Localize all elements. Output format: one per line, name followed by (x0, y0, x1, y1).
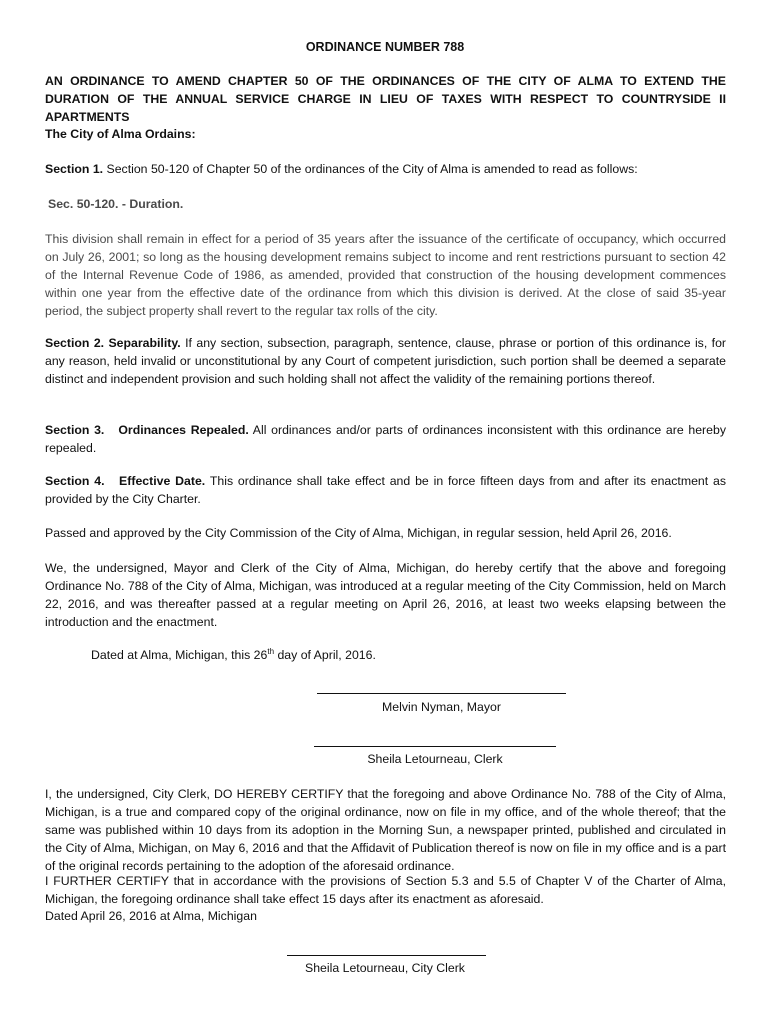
section-1 (45, 160, 726, 178)
section-1-text: Section 50-120 of Chapter 50 of the ordinances of the City of Alma is amended to read as follows: (103, 162, 638, 176)
clerk-signature-line (314, 746, 556, 747)
clerk-certification: I, the undersigned, City Clerk, DO HEREBY CERTIFY that the foregoing and above Ordinance No. 788 of the City of Alma, Michigan, is a true and compared copy of the original ordinance, now on file in my office, and of the whole thereof; that the same was published within 10 days from its adoption in the Morning Sun, a newspaper printed, published and circulated in the City of Alma, Michigan, on May 6, 2016 and that the Affidavit of Publication thereof is now on file in my office and is a part of the original records pertaining to the adoption of the aforesaid ordinance. (45, 787, 726, 873)
section-2-text: If any section, subsection, paragraph, sentence, clause, phrase or portion of this ordinance is, for any reason, held invalid or unconstitutional by any Court of competent jurisdiction, such portion shall be deemed a separate distinct and independent provision and such holding shall not affect the validity of the remaining portions thereof. (45, 336, 727, 386)
section-4 (45, 472, 726, 508)
mayor-signature-line (317, 693, 566, 694)
ordains-heading: The City of Alma Ordains: (45, 127, 196, 141)
dated-ordinal: th (267, 646, 275, 656)
clerk-dated: Dated April 26, 2016 at Alma, Michigan (45, 909, 257, 923)
section-4-text: This ordinance shall take effect and be in force fifteen days from and after its enactment as provided by the City Charter. (45, 474, 726, 506)
clerk-further-certification: I FURTHER CERTIFY that in accordance with the provisions of Section 5.3 and 5.5 of Chapter V of the Charter of Alma, Michigan, the foregoing ordinance shall take effect 15 days after its enactment as aforesaid. (45, 874, 726, 906)
section-4-label: Section 4. Effective Date. (45, 474, 206, 488)
section-3-text: All ordinances and/or parts of ordinances inconsistent with this ordinance are hereby repealed. (45, 423, 726, 455)
passed-statement: Passed and approved by the City Commission of the City of Alma, Michigan, in regular session, held April 26, 2016. (45, 526, 672, 540)
clerk-name: Sheila Letourneau, Clerk (367, 752, 503, 766)
section-2 (45, 334, 726, 388)
ordinance-title: ORDINANCE NUMBER 788 (305, 40, 465, 54)
dated-statement (91, 646, 691, 664)
certify-statement: We, the undersigned, Mayor and Clerk of the City of Alma, Michigan, do hereby certify that the above and foregoing Ordinance No. 788 of the City of Alma, Michigan, was introduced at a regular meeting of the City Commission, held on March 22, 2016, and was thereafter passed at a regular meeting on April 26, 2016, at least two weeks elapsing between the introduction and the enactment. (45, 561, 726, 629)
section-1-label: Section 1. (45, 162, 104, 176)
sec-50-120-heading: Sec. 50-120. - Duration. (48, 197, 184, 211)
section-2-label: Section 2. Separability. (45, 336, 181, 350)
ordinance-subtitle: AN ORDINANCE TO AMEND CHAPTER 50 OF THE ORDINANCES OF THE CITY OF ALMA TO EXTEND THE DURATION OF THE ANNUAL SERVICE CHARGE IN LIEU OF TAXES WITH RESPECT TO COUNTRYSIDE II APARTMENTS (45, 74, 726, 124)
dated-suffix: day of April, 2016. (274, 648, 376, 662)
city-clerk-signature-line (287, 955, 486, 956)
sec-50-120-text: This division shall remain in effect for a period of 35 years after the issuance of the certificate of occupancy, which occurred on July 26, 2001; so long as the housing development remains subject to income and rent restrictions pursuant to section 42 of the Internal Revenue Code of 1986, as amended, provided that construction of the housing development commences within one year from the effective date of the ordinance from which this division is derived. At the close of said 35-year period, the subject property shall revert to the regular tax rolls of the city. (45, 232, 726, 318)
city-clerk-name: Sheila Letourneau, City Clerk (305, 961, 465, 975)
section-3-label: Section 3. Ordinances Repealed. (45, 423, 249, 437)
mayor-name: Melvin Nyman, Mayor (382, 700, 501, 714)
dated-prefix: Dated at Alma, Michigan, this 26 (91, 648, 268, 662)
section-3 (45, 421, 726, 457)
